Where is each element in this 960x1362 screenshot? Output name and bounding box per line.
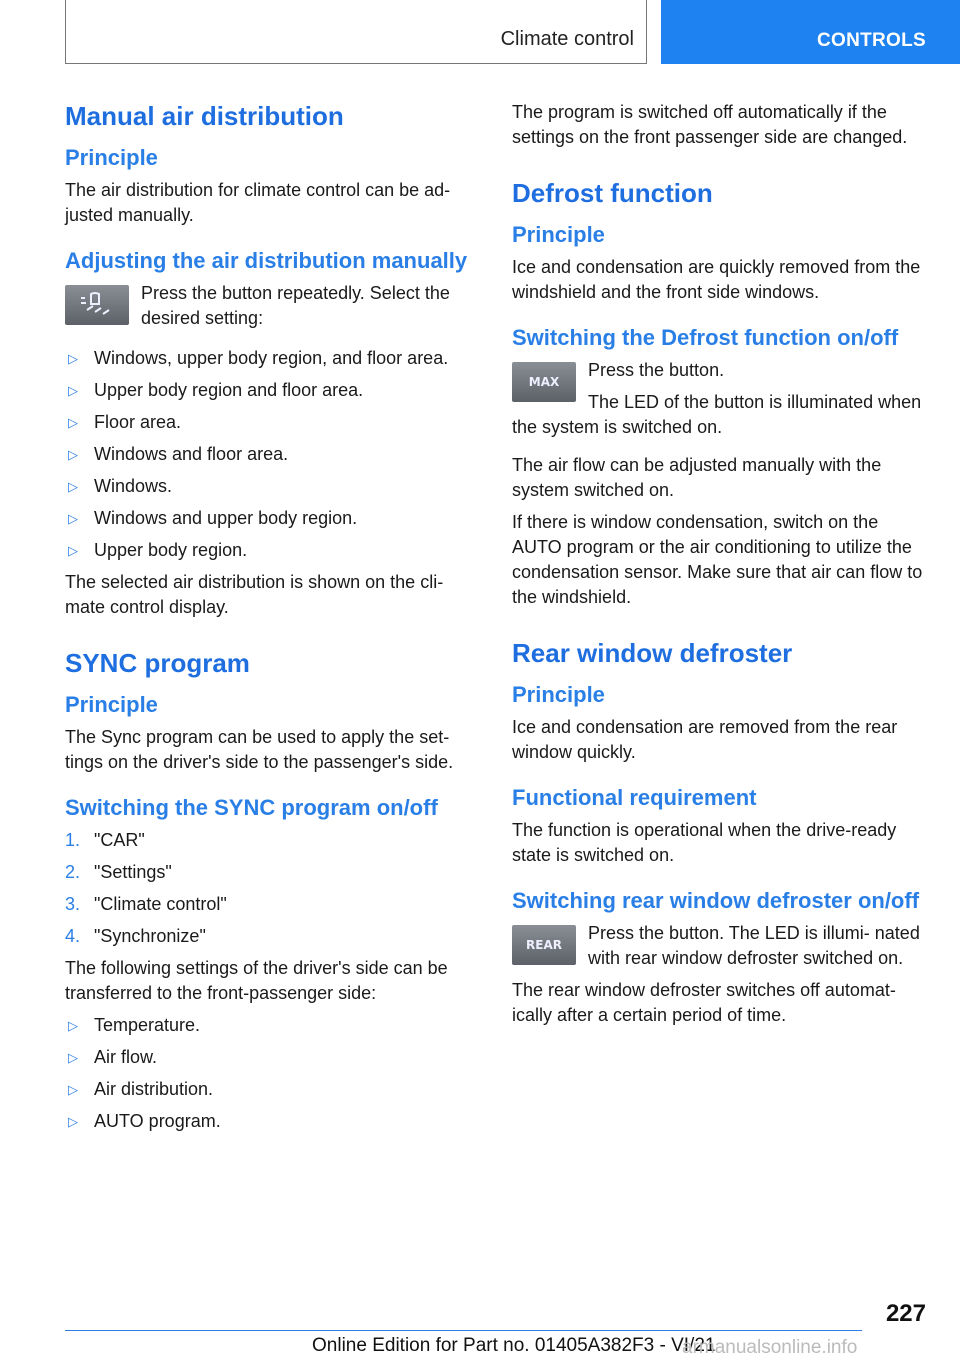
- list-item: ▷ Upper body region and floor area.: [65, 378, 477, 403]
- triangle-bullet-icon: ▷: [68, 1050, 78, 1065]
- page-header: [0, 0, 960, 66]
- right-column: [512, 100, 924, 1035]
- triangle-bullet-icon: ▷: [68, 1082, 78, 1097]
- list-item: 2. "Settings": [65, 862, 172, 882]
- max-defrost-icon: MAX: [512, 362, 576, 402]
- heading-switch-sync: Switching the SYNC program on/off: [65, 795, 438, 820]
- heading-principle: Principle: [65, 145, 158, 170]
- list-item: 4. "Synchronize": [65, 926, 206, 946]
- air-distribution-button-row: [65, 281, 477, 331]
- triangle-bullet-icon: ▷: [68, 479, 78, 494]
- list-item: ▷ Windows.: [65, 474, 477, 499]
- footer-divider: [65, 1330, 862, 1331]
- section-box: [65, 0, 647, 64]
- chapter-title: CONTROLS: [816, 30, 926, 51]
- heading-adjusting: Adjusting the air distribution manually: [65, 248, 468, 273]
- paragraph: Ice and condensation are removed from the rear window quickly.: [512, 717, 898, 762]
- heading-manual-air: Manual air distribution: [65, 101, 344, 131]
- triangle-bullet-icon: ▷: [68, 351, 78, 366]
- triangle-bullet-icon: ▷: [68, 511, 78, 526]
- list-item: ▷ Floor area.: [65, 410, 477, 435]
- triangle-bullet-icon: ▷: [68, 383, 78, 398]
- heading-sync: SYNC program: [65, 648, 250, 678]
- triangle-bullet-icon: ▷: [68, 1114, 78, 1129]
- heading-principle: Principle: [65, 692, 158, 717]
- rear-defroster-button-row: [512, 921, 924, 971]
- triangle-bullet-icon: ▷: [68, 415, 78, 430]
- paragraph: The selected air distribution is shown on the cli‐ mate control display.: [65, 572, 444, 617]
- paragraph: Ice and condensation are quickly removed from the windshield and the front side windows.: [512, 257, 921, 302]
- list-item: ▷ Temperature.: [65, 1013, 477, 1038]
- air-distribution-icon: [65, 285, 129, 325]
- paragraph: The air flow can be adjusted manually with the system switched on.: [512, 455, 882, 500]
- rear-defroster-icon: REAR: [512, 925, 576, 965]
- paragraph: The LED of the button is illuminated when the system is switched on.: [512, 392, 922, 437]
- defrost-button-row: [512, 358, 924, 440]
- heading-principle: Principle: [512, 682, 605, 707]
- list-item: ▷ AUTO program.: [65, 1109, 477, 1134]
- paragraph: The rear window defroster switches off automat‐ ically after a certain period of time.: [512, 980, 896, 1025]
- paragraph: The Sync program can be used to apply the set‐ tings on the driver's side to the passenger's side.: [65, 727, 454, 772]
- triangle-bullet-icon: ▷: [68, 447, 78, 462]
- list-item: ▷ Air flow.: [65, 1045, 477, 1070]
- paragraph: The function is operational when the drive-ready state is switched on.: [512, 820, 897, 865]
- paragraph: Press the button. The LED is illumi‐ nated with rear window defroster switched on.: [588, 923, 920, 968]
- list-item: ▷ Windows and upper body region.: [65, 506, 477, 531]
- sync-steps: [65, 828, 477, 949]
- paragraph: If there is window condensation, switch on the AUTO program or the air conditioning to utilize the condensation sensor. Make sure that air can flow to the windshield.: [512, 512, 923, 607]
- edition-text: Online Edition for Part no. 01405A382F3 - VI/21: [312, 1335, 716, 1356]
- paragraph: The following settings of the driver's side can be transferred to the front-passenger side:: [65, 958, 448, 1003]
- list-item: ▷ Windows and floor area.: [65, 442, 477, 467]
- list-item: ▷ Air distribution.: [65, 1077, 477, 1102]
- heading-functional-requirement: Functional requirement: [512, 785, 757, 810]
- heading-switch-rear: Switching rear window defroster on/off: [512, 888, 920, 913]
- list-item: ▷ Upper body region.: [65, 538, 477, 563]
- heading-switch-defrost: Switching the Defrost function on/off: [512, 325, 899, 350]
- paragraph: Press the button repeatedly. Select the desired setting:: [141, 283, 450, 328]
- page-number: 227: [885, 1300, 926, 1327]
- paragraph: The program is switched off automatically if the settings on the front passenger side are changed.: [512, 102, 908, 147]
- heading-defrost: Defrost function: [512, 178, 713, 208]
- heading-principle: Principle: [512, 222, 605, 247]
- list-item: 3. "Climate control": [65, 894, 227, 914]
- left-column: [65, 100, 477, 1141]
- triangle-bullet-icon: ▷: [68, 543, 78, 558]
- triangle-bullet-icon: ▷: [68, 1018, 78, 1033]
- transfer-list: [65, 1013, 477, 1134]
- air-distribution-list: [65, 346, 477, 563]
- chapter-tab: [661, 0, 960, 64]
- section-title: Climate control: [500, 28, 634, 50]
- heading-rear-defroster: Rear window defroster: [512, 638, 793, 668]
- watermark: armanualsonline.info: [682, 1337, 858, 1358]
- list-item: ▷ Windows, upper body region, and floor area.: [65, 346, 477, 371]
- paragraph: Press the button.: [588, 360, 725, 380]
- list-item: 1. "CAR": [65, 830, 145, 850]
- paragraph: The air distribution for climate control can be ad‐ justed manually.: [65, 180, 451, 225]
